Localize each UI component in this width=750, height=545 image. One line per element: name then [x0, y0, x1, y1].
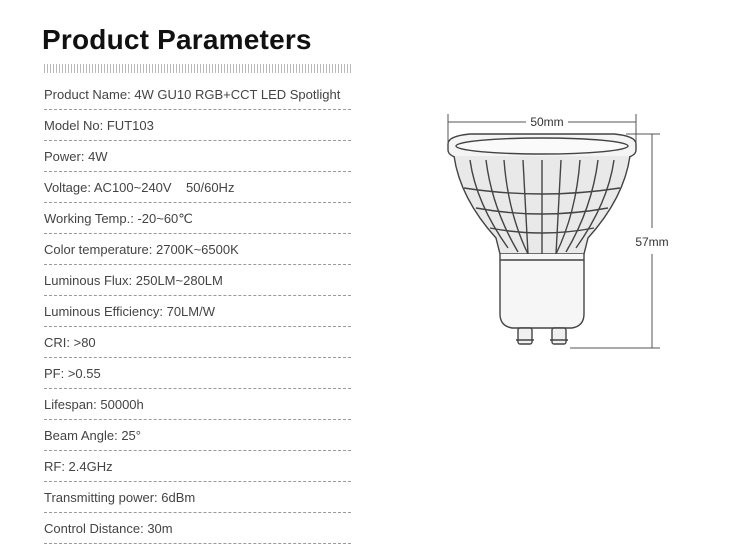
param-power: Power: 4W — [44, 142, 351, 172]
param-transmitting-power: Transmitting power: 6dBm — [44, 483, 351, 513]
gu10-bulb-icon — [448, 134, 636, 344]
param-beam-angle: Beam Angle: 25° — [44, 421, 351, 451]
height-dimension-label: 57mm — [635, 235, 669, 249]
param-working-temp: Working Temp.: -20~60℃ — [44, 204, 351, 234]
param-lifespan: Lifespan: 50000h — [44, 390, 351, 420]
width-dimension-label: 50mm — [530, 115, 564, 129]
param-cri: CRI: >80 — [44, 328, 351, 358]
decorative-tick-divider — [44, 64, 351, 73]
param-model-no: Model No: FUT103 — [44, 111, 351, 141]
param-color-temperature: Color temperature: 2700K~6500K — [44, 235, 351, 265]
param-control-distance: Control Distance: 30m — [44, 514, 351, 544]
bulb-dimension-drawing — [430, 108, 680, 358]
parameter-list — [44, 80, 351, 545]
param-pf: PF: >0.55 — [44, 359, 351, 389]
page-title: Product Parameters — [42, 24, 312, 55]
param-luminous-flux: Luminous Flux: 250LM~280LM — [44, 266, 351, 296]
param-voltage: Voltage: AC100~240V 50/60Hz — [44, 173, 351, 203]
param-rf: RF: 2.4GHz — [44, 452, 351, 482]
param-product-name: Product Name: 4W GU10 RGB+CCT LED Spotlight — [44, 80, 351, 110]
param-luminous-efficiency: Luminous Efficiency: 70LM/W — [44, 297, 351, 327]
